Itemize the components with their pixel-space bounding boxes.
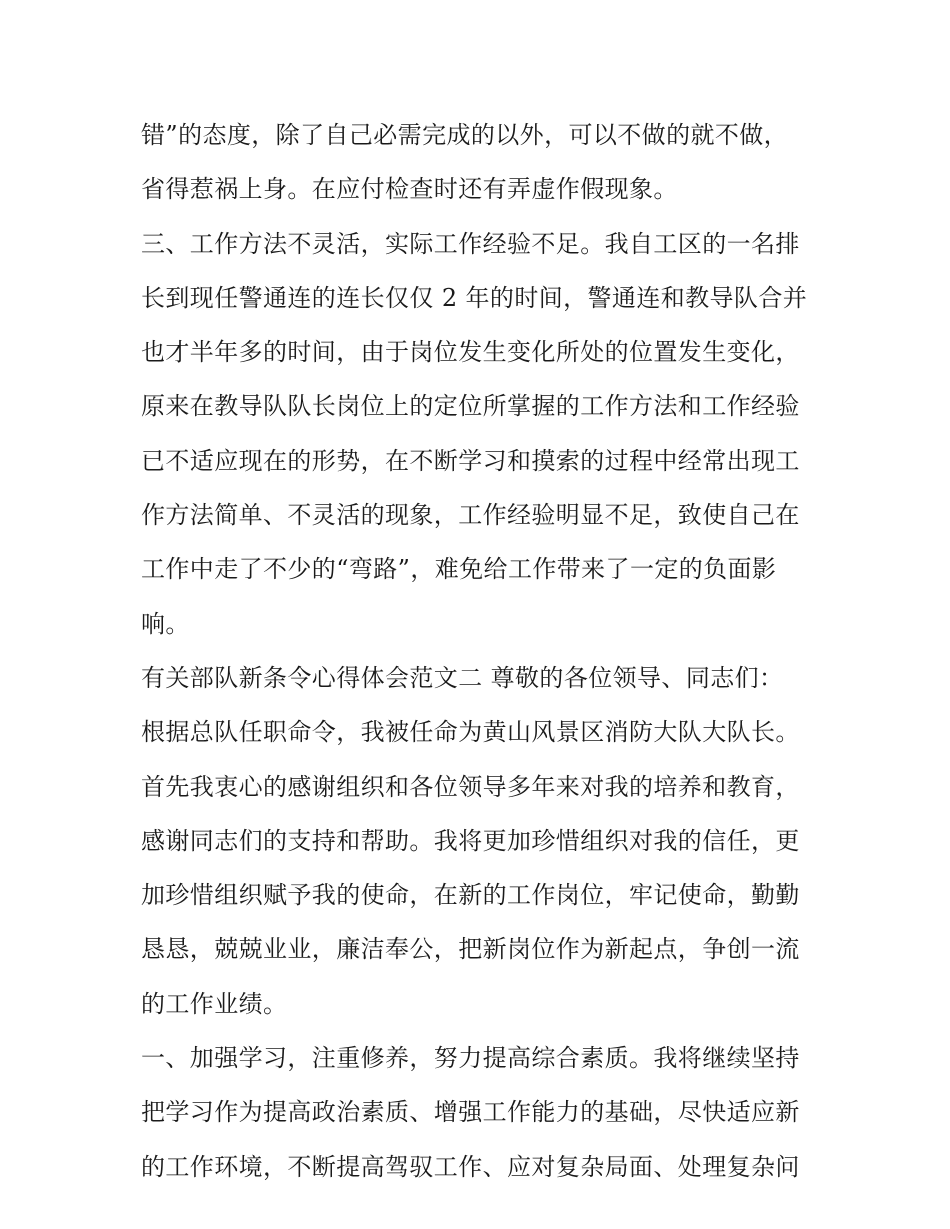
text-line: 作方法简单、不灵活的现象，工作经验明显不足，致使自己在: [141, 501, 800, 530]
text-line: 原来在教导队队长岗位上的定位所掌握的工作方法和工作经验: [141, 392, 800, 421]
text-line: 恳恳，兢兢业业，廉洁奉公，把新岗位作为新起点，争创一流: [141, 935, 800, 964]
text-line: 有关部队新条令心得体会范文二 尊敬的各位领导、同志们：: [141, 663, 784, 692]
text-line: 错”的态度，除了自己必需完成的以外，可以不做的就不做，: [141, 121, 789, 149]
text-line: 工作中走了不少的“弯路”，难免给工作带来了一定的负面影: [141, 555, 777, 584]
text-line: 响。: [141, 609, 190, 638]
text-line: 加珍惜组织赋予我的使命，在新的工作岗位，牢记使命，勤勤: [141, 881, 800, 910]
document-body: [141, 108, 831, 1194]
text-line: 已不适应现在的形势，在不断学习和摸索的过程中经常出现工: [141, 446, 800, 475]
text-line: 三、工作方法不灵活，实际工作经验不足。我自工区的一名排: [141, 229, 800, 258]
text-line: 的工作环境，不断提高驾驭工作、应对复杂局面、处理复杂问: [141, 1152, 800, 1181]
text-line: 感谢同志们的支持和帮助。我将更加珍惜组织对我的信任，更: [141, 826, 800, 855]
text-line: 长到现任警通连的连长仅仅 2 年的时间，警通连和教导队合并: [141, 283, 808, 312]
text-line: 首先我衷心的感谢组织和各位领导多年来对我的培养和教育，: [141, 772, 800, 801]
text-line: 省得惹祸上身。在应付检查时还有弄虚作假现象。: [141, 175, 678, 204]
text-line: 也才半年多的时间，由于岗位发生变化所处的位置发生变化，: [141, 338, 800, 367]
text-line: 根据总队任职命令，我被任命为黄山风景区消防大队大队长。: [141, 718, 800, 747]
text-line: 的工作业绩。: [141, 989, 288, 1018]
text-line: 一、加强学习，注重修养，努力提高综合素质。我将继续坚持: [141, 1044, 800, 1073]
text-line: 把学习作为提高政治素质、增强工作能力的基础，尽快适应新: [141, 1098, 800, 1127]
